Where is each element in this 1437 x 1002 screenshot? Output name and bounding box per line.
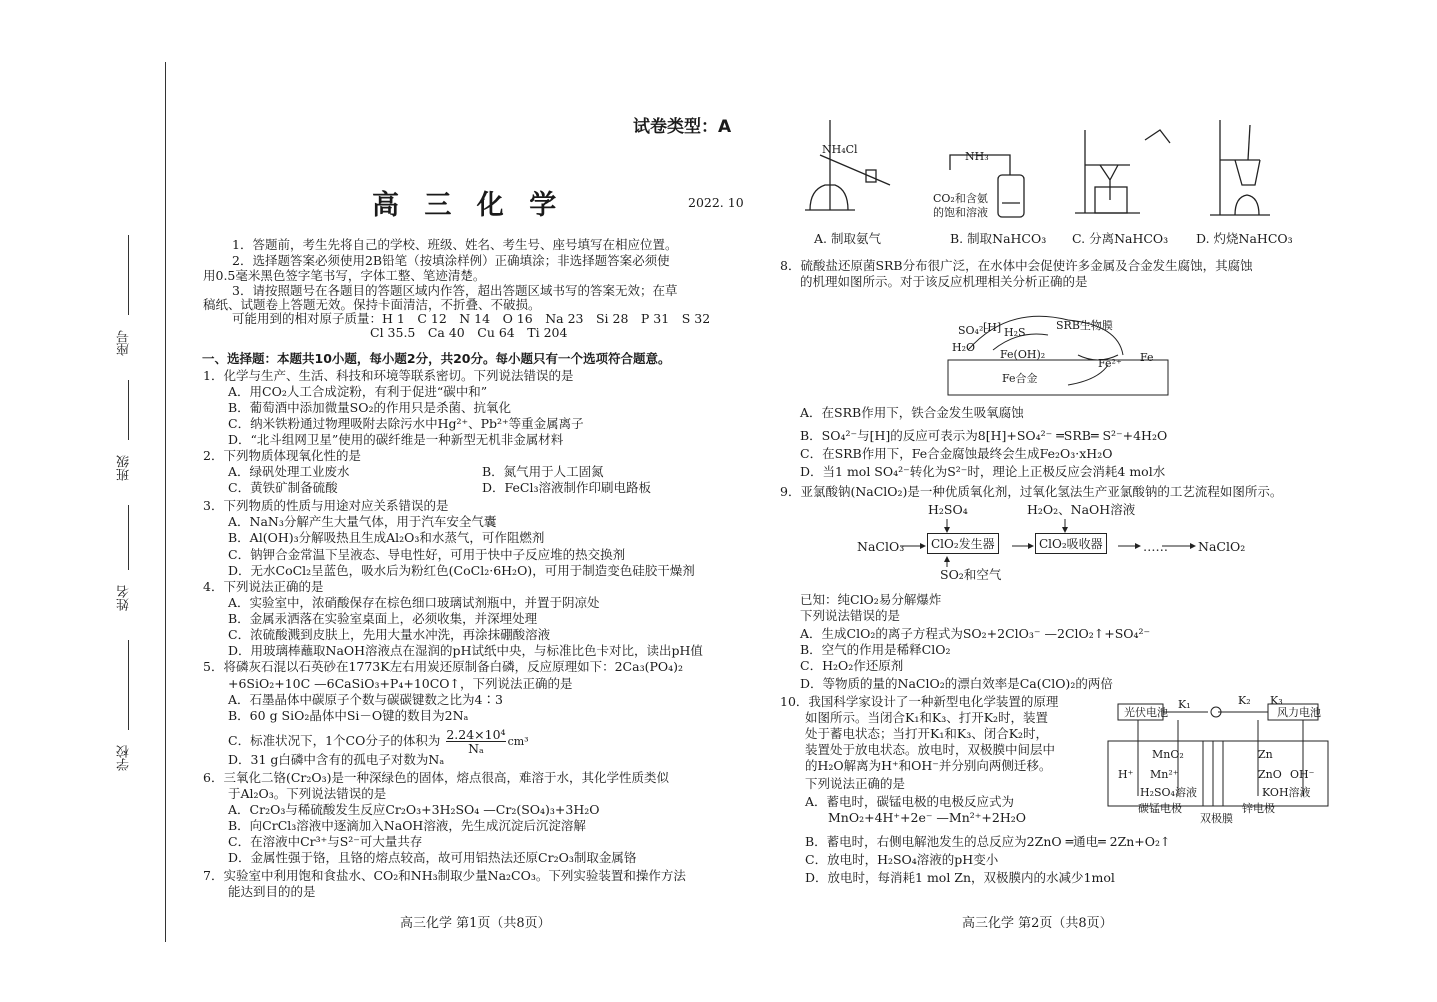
left-line-24: B．向CrCl₃溶液中逐滴加入NaOH溶液，先生成沉淀后沉淀溶解 <box>228 818 586 833</box>
paper-type: 试卷类型：A <box>633 117 732 137</box>
right-line-15: 处于蓄电状态；当打开K₁和K₃、闭合K₂时， <box>805 726 1049 741</box>
q8-diagram <box>948 295 1178 398</box>
right-line-10: B．空气的作用是稀释ClO₂ <box>800 642 951 657</box>
right-line-22: C．放电时，H₂SO₄溶液的pH变小 <box>805 852 999 867</box>
q5-c-denominator: Nₐ <box>468 741 484 756</box>
binding-line <box>165 62 166 942</box>
left-line-11: 4．下列说法正确的是 <box>203 579 324 594</box>
left-line-19: B．60 g SiO₂晶体中Si－O键的数目为2Nₐ <box>228 708 469 723</box>
right-line-14: 如图所示。当闭合K₁和K₃、打开K₂时，装置 <box>805 710 1049 725</box>
q8-label-5: SRB生物膜 <box>1056 319 1113 332</box>
instruction-line-2: 用0.5毫米黑色签字笔书写，字体工整、笔迹清楚。 <box>203 268 486 283</box>
instruction-line-5: 可能用到的相对原子质量：H 1 C 12 N 14 O 16 Na 23 Si 28 P 31 S 32 <box>232 311 711 326</box>
q7-b-gas: NH₃ <box>965 150 989 163</box>
q8-label-6: Fe²⁺ <box>1098 357 1122 370</box>
q8-label-0: SO₄²⁻ <box>958 324 990 337</box>
q9-naclo2: NaClO₂ <box>1198 539 1246 554</box>
q10-k1: K₁ <box>1178 698 1191 711</box>
q2-option-2: C．黄铁矿制备硫酸 <box>228 480 338 495</box>
q10-zno: ZnO <box>1258 768 1282 781</box>
q8-label-7: Fe <box>1140 351 1154 364</box>
q8-label-4: Fe(OH)₂ <box>1000 348 1046 361</box>
q5-option-c <box>228 728 529 755</box>
q7-label-a: A. 制取氨气 <box>814 231 881 246</box>
q10-k2: K₂ <box>1238 694 1251 707</box>
exam-date: 2022. 10 <box>688 195 744 210</box>
left-line-18: A．石墨晶体中碳原子个数与碳碳键数之比为4∶3 <box>228 692 503 707</box>
id-underline <box>128 235 129 315</box>
left-line-10: D．无水CoCl₂呈蓝色，吸水后为粉红色(CoCl₂·6H₂O)，可用于制造变色硅胶干燥剂 <box>228 563 695 578</box>
q10-c-electrode: 碳锰电极 <box>1138 802 1182 815</box>
q9-flow-arrows <box>900 515 1200 570</box>
right-line-12: D．等物质的量的NaClO₂的漂白效率是Ca(ClO)₂的两倍 <box>800 676 1113 691</box>
q2-option-3: D．FeCl₃溶液制作印刷电路板 <box>482 480 651 495</box>
q9-absorber-box: ClO₂吸收器 <box>1035 533 1107 554</box>
instruction-line-6: Cl 35.5 Ca 40 Cu 64 Ti 204 <box>370 325 568 340</box>
left-line-9: C．钠钾合金常温下呈液态、导电性好，可用于快中子反应堆的热交换剂 <box>228 547 626 562</box>
q9-h2o2: H₂O₂、NaOH溶液 <box>1027 502 1136 517</box>
left-line-22: 于Al₂O₃。下列说法错误的是 <box>228 786 387 801</box>
q9-generator-box: ClO₂发生器 <box>927 533 999 554</box>
q10-mno2: MnO₂ <box>1152 748 1184 761</box>
q7-label-b: B. 制取NaHCO₃ <box>950 231 1047 246</box>
right-line-4: C．在SRB作用下，Fe合金腐蚀最终会生成Fe₂O₃·xH₂O <box>800 446 1113 461</box>
left-line-17: +6SiO₂+10C —6CaSiO₃+P₄+10CO↑，下列说法正确的是 <box>228 676 573 691</box>
q10-koh: KOH溶液 <box>1262 786 1311 799</box>
left-line-4: D．“北斗组网卫星”使用的碳纤维是一种新型无机非金属材料 <box>228 432 564 447</box>
footer-page-1: 高三化学 第1页（共8页） <box>400 916 551 931</box>
name-label: 姓名 <box>117 585 132 611</box>
q10-solar: 光伏电池 <box>1124 706 1168 719</box>
q9-naclo3: NaClO₃ <box>857 539 905 554</box>
right-line-19: A．蓄电时，碳锰电极的电极反应式为 <box>805 794 1015 809</box>
q2-option-0: A．绿矾处理工业废水 <box>228 464 350 479</box>
left-line-7: A．NaN₃分解产生大量气体，用于汽车安全气囊 <box>228 514 497 529</box>
left-line-14: C．浓硫酸溅到皮肤上，先用大量水冲洗，再涂抹硼酸溶液 <box>228 627 551 642</box>
school-underline <box>128 640 129 730</box>
q10-h2so4: H₂SO₄溶液 <box>1140 786 1197 799</box>
q5-c-unit: cm³ <box>507 735 529 748</box>
class-underline <box>128 380 129 440</box>
right-line-23: D．放电时，每消耗1 mol Zn，双极膜内的水减少1mol <box>805 870 1115 885</box>
right-line-11: C．H₂O₂作还原剂 <box>800 658 904 673</box>
q7-b-solution-1: CO₂和含氨 <box>933 192 988 205</box>
right-line-18: 下列说法正确的是 <box>805 776 906 791</box>
left-line-8: B．Al(OH)₃分解吸热且生成Al₂O₃和水蒸气，可作阻燃剂 <box>228 530 545 545</box>
left-line-25: C．在溶液中Cr³⁺与S²⁻可大量共存 <box>228 834 423 849</box>
name-underline <box>128 505 129 570</box>
right-line-13: 10．我国科学家设计了一种新型电化学装置的原理 <box>780 694 1059 709</box>
q5-c-numerator: 2.24×10⁴ <box>446 727 506 742</box>
q9-h2so4: H₂SO₄ <box>928 502 968 517</box>
q10-oh: OH⁻ <box>1290 768 1315 781</box>
q7-apparatus <box>800 115 1250 225</box>
q9-dots: …… <box>1143 539 1168 554</box>
id-label: 座号 <box>117 330 132 356</box>
left-line-13: B．金属汞洒落在实验室桌面上，必须收集，并深埋处理 <box>228 611 538 626</box>
left-line-15: D．用玻璃棒蘸取NaOH溶液点在湿润的pH试纸中央，与标准比色卡对比，读出pH值 <box>228 643 703 658</box>
q7-b-solution-2: 的饱和溶液 <box>933 206 988 219</box>
q2-option-1: B．氮气用于人工固氮 <box>482 464 604 479</box>
instruction-line-3: 3．请按照题号在各题目的答题区域内作答，超出答题区域书写的答案无效；在草 <box>232 283 678 298</box>
q10-k3: K₃ <box>1270 694 1283 707</box>
section-1-heading: 一、选择题：本题共10小题，每小题2分，共20分。每小题只有一个选项符合题意。 <box>202 351 671 366</box>
left-line-3: C．纳米铁粉通过物理吸附去除污水中Hg²⁺、Pb²⁺等重金属离子 <box>228 416 584 431</box>
q8-label-1: [H] <box>983 321 1002 334</box>
right-line-5: D．当1 mol SO₄²⁻转化为S²⁻时，理论上正极反应会消耗4 mol水 <box>800 464 1166 479</box>
q10-mn: Mn²⁺ <box>1150 768 1179 781</box>
footer-page-2: 高三化学 第2页（共8页） <box>962 916 1113 931</box>
right-line-2: A．在SRB作用下，铁合金发生吸氧腐蚀 <box>800 405 1024 420</box>
right-line-8: 下列说法错误的是 <box>800 608 901 623</box>
left-line-20: D．31 g白磷中含有的孤电子对数为Nₐ <box>228 752 445 767</box>
left-line-26: D．金属性强于铬，且铬的熔点较高，故可用铝热法还原Cr₂O₃制取金属铬 <box>228 850 637 865</box>
right-line-1: 的机理如图所示。对于该反应机理相关分析正确的是 <box>800 274 1088 289</box>
q7-a-reagent: NH₄Cl <box>822 143 858 156</box>
school-label: 学校 <box>117 745 132 771</box>
left-line-27: 7．实验室中利用饱和食盐水、CO₂和NH₃制取少量Na₂CO₃。下列实验装置和操作方法 <box>203 868 686 883</box>
left-line-23: A．Cr₂O₃与稀硫酸发生反应Cr₂O₃+3H₂SO₄ —Cr₂(SO₄)₃+3H₂O <box>228 802 600 817</box>
instruction-line-1: 2．选择题答案必须使用2B铅笔（按填涂样例）正确填涂；非选择题答案必须使 <box>232 253 670 268</box>
q8-label-2: H₂S <box>1004 326 1026 339</box>
left-line-16: 5．将磷灰石混以石英砂在1773K左右用炭还原制备白磷，反应原理如下：2Ca₃(PO₄)₂ <box>203 659 684 674</box>
left-line-0: 1．化学与生产、生活、科技和环境等联系密切。下列说法错误的是 <box>203 368 574 383</box>
right-line-7: 已知：纯ClO₂易分解爆炸 <box>800 592 942 607</box>
class-label: 班级 <box>117 455 132 481</box>
q7-label-d: D. 灼烧NaHCO₃ <box>1196 231 1293 246</box>
q8-label-8: Fe合金 <box>1002 372 1038 385</box>
q5-c-prefix: C．标准状况下，1个CO分子的体积为 <box>228 733 441 748</box>
left-line-6: 3．下列物质的性质与用途对应关系错误的是 <box>203 498 449 513</box>
left-line-5: 2．下列物质体现氧化性的是 <box>203 448 361 463</box>
instruction-line-0: 1．答题前，考生先将自己的学校、班级、姓名、考生号、座号填写在相应位置。 <box>232 237 678 252</box>
q9-air: SO₂和空气 <box>940 567 1002 582</box>
q10-wind: 风力电池 <box>1277 706 1321 719</box>
left-line-28: 能达到目的的是 <box>228 884 316 899</box>
right-line-17: 的H₂O解离为H⁺和OH⁻并分别向两侧迁移。 <box>805 758 1052 773</box>
right-line-0: 8．硫酸盐还原菌SRB分布很广泛，在水体中会促使许多金属及合金发生腐蚀，其腐蚀 <box>780 258 1253 273</box>
page-title: 高 三 化 学 <box>372 190 565 221</box>
right-line-20: MnO₂+4H⁺+2e⁻ —Mn²⁺+2H₂O <box>828 810 1026 825</box>
q10-membrane: 双极膜 <box>1200 812 1233 825</box>
q10-h: H⁺ <box>1118 768 1134 781</box>
left-line-1: A．用CO₂人工合成淀粉，有利于促进“碳中和” <box>228 384 488 399</box>
q10-zn: Zn <box>1258 748 1273 761</box>
left-line-2: B．葡萄酒中添加微量SO₂的作用只是杀菌、抗氧化 <box>228 400 512 415</box>
right-line-3: B．SO₄²⁻与[H]的反应可表示为8[H]+SO₄²⁻ ═SRB═ S²⁻+4H₂O <box>800 428 1168 443</box>
right-line-16: 装置处于放电状态。放电时，双极膜中间层中 <box>805 742 1056 757</box>
left-line-21: 6．三氧化二铬(Cr₂O₃)是一种深绿色的固体，熔点很高，难溶于水，其化学性质类似 <box>203 770 670 785</box>
q7-label-c: C. 分离NaHCO₃ <box>1072 231 1169 246</box>
instruction-line-4: 稿纸、试题卷上答题无效。保持卡面清洁，不折叠、不破损。 <box>203 297 541 312</box>
right-line-6: 9．亚氯酸钠(NaClO₂)是一种优质氧化剂，过氧化氢法生产亚氯酸钠的工艺流程如图所示。 <box>780 484 1283 499</box>
right-line-21: B．蓄电时，右侧电解池发生的总反应为2ZnO ═通电═ 2Zn+O₂↑ <box>805 834 1171 849</box>
q10-zn-electrode: 锌电极 <box>1242 802 1275 815</box>
left-line-12: A．实验室中，浓硝酸保存在棕色细口玻璃试剂瓶中，并置于阴凉处 <box>228 595 600 610</box>
q8-label-3: H₂O <box>952 341 976 354</box>
right-line-9: A．生成ClO₂的离子方程式为SO₂+2ClO₃⁻ —2ClO₂↑+SO₄²⁻ <box>800 626 1151 641</box>
